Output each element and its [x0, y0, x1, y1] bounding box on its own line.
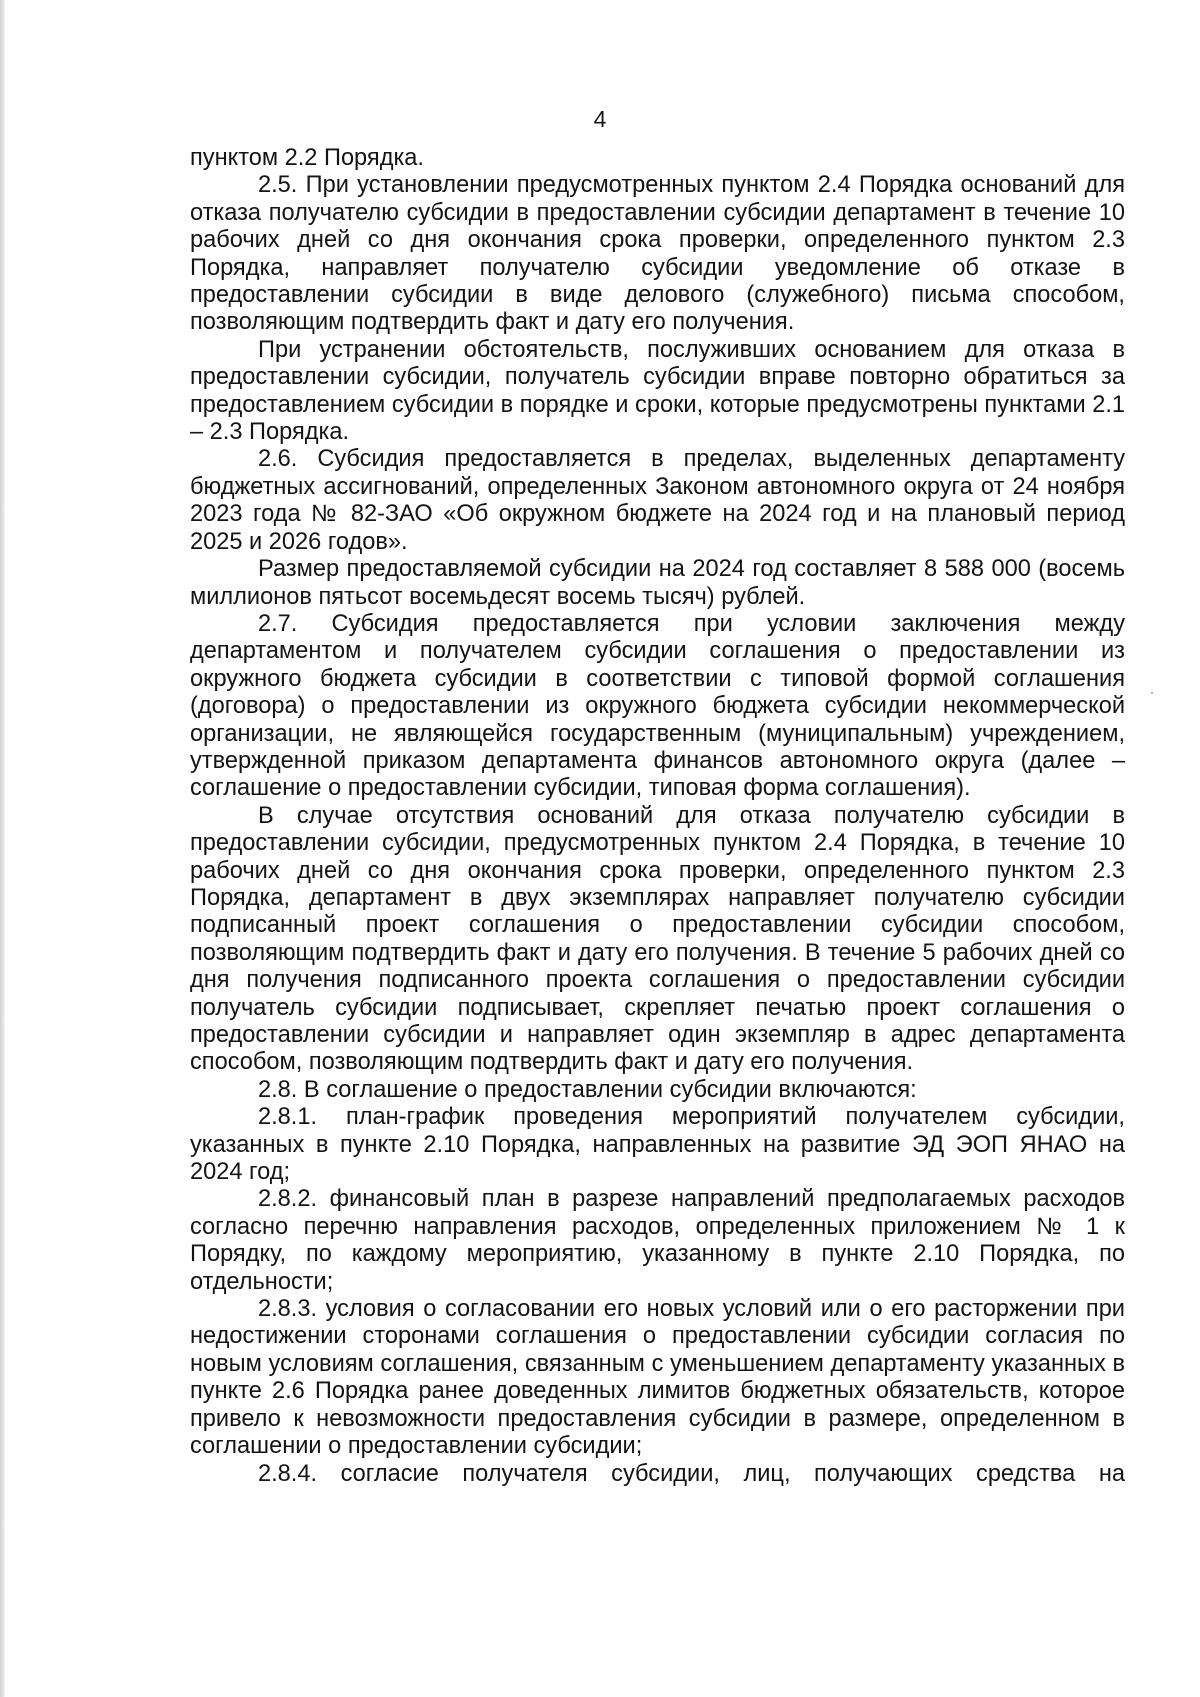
paragraph-2-6: 2.6. Субсидия предоставляется в пределах, выделенных департаменту бюджетных ассигнований, определенных Законом автономного округа от 24 ноября 2023 года № 82-ЗАО «Об окружном бюджете на 2024 год и на плановый период 2025 и 2026 годов». — [190, 446, 1125, 555]
paragraph-2-7-no-refusal: В случае отсутствия оснований для отказа получателю субсидии в предоставлении субсидии, предусмотренных пунктом 2.4 Порядка, в течение 10 рабочих дней со дня окончания срока проверки, определенного пунктом 2.3 Порядка, департамент в двух экземплярах направляет получателю субсидии подписанный проект соглашения о предоставлении субсидии способом, позволяющим подтвердить факт и дату его получения. В течение 5 рабочих дней со дня получения подписанного проекта соглашения о предоставлении субсидии получатель субсидии подписывает, скрепляет печатью проект соглашения о предоставлении субсидии и направляет один экземпляр в адрес департамента способом, позволяющим подтвердить факт и дату его получения. — [190, 802, 1125, 1076]
paragraph-2-8-3: 2.8.3. условия о согласовании его новых условий или о его расторжении при недостижении сторонами соглашения о предоставлении субсидии согласия по новым условиям соглашения, связанным с уменьшением департаменту указанных в пункте 2.6 Порядка ранее доведенных лимитов бюджетных обязательств, которое привело к невозможности предоставления субсидии в размере, определенном в соглашении о предоставлении субсидии; — [190, 1296, 1125, 1460]
page-number: 4 — [593, 106, 607, 132]
paragraph-2-5: 2.5. При установлении предусмотренных пунктом 2.4 Порядка оснований для отказа получателю субсидии в предоставлении субсидии департамент в течение 10 рабочих дней со дня окончания срока проверки, определенного пунктом 2.3 Порядка, направляет получателю субсидии уведомление об отказе в предоставлении субсидии в виде делового (служебного) письма способом, позволяющим подтвердить факт и дату его получения. — [190, 172, 1125, 336]
document-body — [190, 145, 1125, 1488]
paragraph-2-6-amount: Размер предоставляемой субсидии на 2024 год составляет 8 588 000 (восемь миллионов пятьсот восемьдесят восемь тысяч) рублей. — [190, 556, 1125, 610]
scan-left-edge — [0, 0, 5, 1697]
paragraph-2-8-4: 2.8.4. согласие получателя субсидии, лиц, получающих средства на — [258, 1460, 1125, 1487]
paragraph-2-8-2: 2.8.2. финансовый план в разрезе направлений предполагаемых расходов согласно перечню направления расходов, определенных приложением № 1 к Порядку, по каждому мероприятию, указанному в пункте 2.10 Порядка, по отдельности; — [190, 1186, 1125, 1295]
paragraph-2-5-elimination: При устранении обстоятельств, послуживших основанием для отказа в предоставлении субсидии, получатель субсидии вправе повторно обратиться за предоставлением субсидии в порядке и сроки, которые предусмотрены пунктами 2.1 – 2.3 Порядка. — [190, 336, 1125, 446]
paragraph-continuation: пунктом 2.2 Порядка. — [190, 145, 424, 171]
paragraph-2-7: 2.7. Субсидия предоставляется при условии заключения между департаментом и получателем субсидии соглашения о предоставлении из окружного бюджета субсидии в соответствии с типовой формой соглашения (договора) о предоставлении из окружного бюджета субсидии некоммерческой организации, не являющейся государственным (муниципальным) учреждением, утвержденной приказом департамента финансов автономного округа (далее – соглашение о предоставлении субсидии, типовая форма соглашения). — [190, 610, 1125, 802]
scan-speck — [1151, 692, 1153, 694]
paragraph-2-8: 2.8. В соглашение о предоставлении субсидии включаются: — [258, 1076, 917, 1103]
paragraph-2-8-1: 2.8.1. план-график проведения мероприятий получателем субсидии, указанных в пункте 2.10 Порядка, направленных на развитие ЭД ЭОП ЯНАО на 2024 год; — [190, 1104, 1125, 1186]
